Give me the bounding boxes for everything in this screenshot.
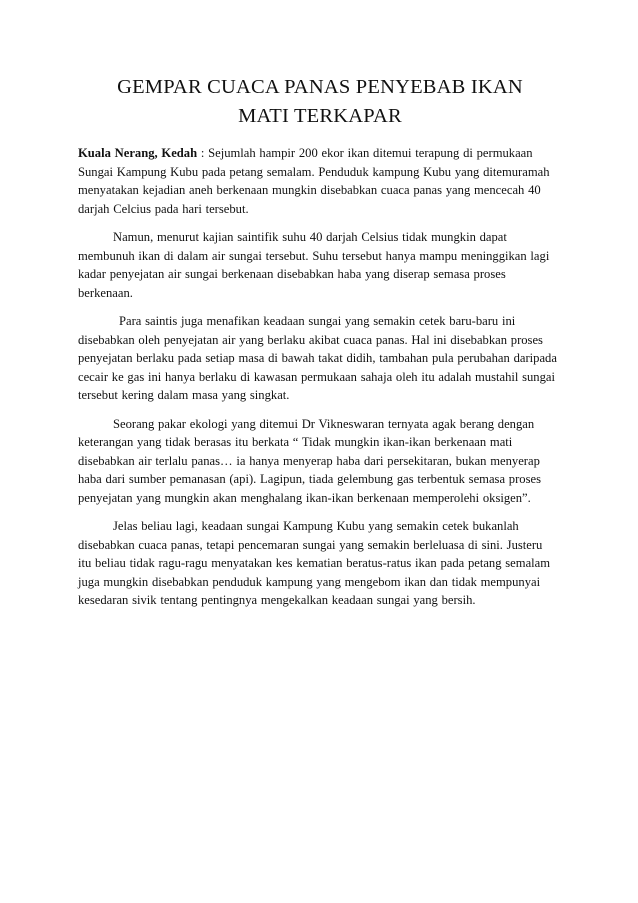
paragraph-line: disebabkan oleh penyejatan air yang berlaku akibat cuaca panas. Hal ini disebabkan proses [78, 332, 543, 347]
paragraph-line: tersebut kering dalam masa yang singkat. [78, 388, 290, 402]
article-title-line-1: GEMPAR CUACA PANAS PENYEBAB IKAN [117, 76, 523, 98]
paragraph-2 [78, 228, 570, 302]
paragraph-line: Sungai Kampung Kubu pada petang semalam. Penduduk kampung Kubu yang ditemuramah [78, 164, 550, 179]
paragraph-line: disebabkan cuaca panas, tetapi pencemaran sungai yang semakin berleluasa di sini. Justeru [78, 537, 543, 552]
paragraph-4 [78, 415, 570, 508]
paragraph-1 [78, 144, 570, 218]
paragraph-line: itu beliau tidak ragu-ragu menyatakan kes kematian beratus-ratus ikan pada petang semalam [78, 556, 551, 570]
paragraph-line: disebabkan air terlalu panas… ia hanya menyerap haba dari persekitaran, bukan menyerap [78, 453, 540, 468]
paragraph-line: Para saintis juga menafikan keadaan sungai yang semakin cetek baru-baru ini [119, 314, 516, 328]
paragraph-line: haba dari sumber pemanasan (api). Lagipun, tiada gelembung gas terbentuk semasa proses [78, 472, 541, 486]
paragraph-3 [78, 312, 570, 405]
paragraph-line: kesedaran sivik tentang pentingnya mengekalkan keadaan sungai yang bersih. [78, 593, 476, 607]
article-body [78, 144, 570, 620]
paragraph-line: cecair ke gas ini hanya berlaku di kawasan permukaan sahaja oleh itu adalah mustahil sungai [78, 369, 555, 384]
article-title-line-2: MATI TERKAPAR [238, 105, 402, 127]
dateline: Kuala Nerang, Kedah [78, 146, 198, 160]
paragraph-line: membunuh ikan di dalam air sungai tersebut. Suhu tersebut hanya mampu meninggikan lagi [78, 248, 550, 263]
paragraph-5 [78, 517, 570, 610]
paragraph-line: kadar penyejatan air sungai berkenaan disebabkan haba yang diserap semasa proses [78, 267, 506, 281]
paragraph-line: Jelas beliau lagi, keadaan sungai Kampung Kubu yang semakin cetek bukanlah [113, 519, 519, 533]
paragraph-line: Seorang pakar ekologi yang ditemui Dr Vikneswaran ternyata agak berang dengan [113, 416, 535, 431]
paragraph-1-line-1-text: : Sejumlah hampir 200 ekor ikan ditemui terapung di permukaan [197, 146, 533, 160]
paragraph-line: berkenaan. [78, 285, 133, 300]
paragraph-line: menyatakan kejadian aneh berkenaan mungkin disebabkan cuaca panas yang mencecah 40 [78, 183, 541, 197]
paragraph-line: darjah Celcius pada hari tersebut. [78, 201, 249, 216]
paragraph-line: juga mungkin disebabkan penduduk kampung yang mengebom ikan dan tidak mempunyai [78, 574, 541, 589]
paragraph-line: penyejatan yang mungkin akan menghalang ikan-ikan berkenaan memperolehi oksigen”. [78, 490, 531, 505]
article-title [90, 73, 550, 131]
paragraph-line: keterangan yang tidak berasas itu berkata “ Tidak mungkin ikan-ikan berkenaan mati [78, 435, 513, 449]
paragraph-line: Namun, menurut kajian saintifik suhu 40 darjah Celsius tidak mungkin dapat [113, 230, 507, 244]
paragraph-line [78, 144, 570, 163]
paragraph-line: penyejatan berlaku pada setiap masa di bawah takat didih, tambahan pula perubahan daripada [78, 351, 557, 365]
